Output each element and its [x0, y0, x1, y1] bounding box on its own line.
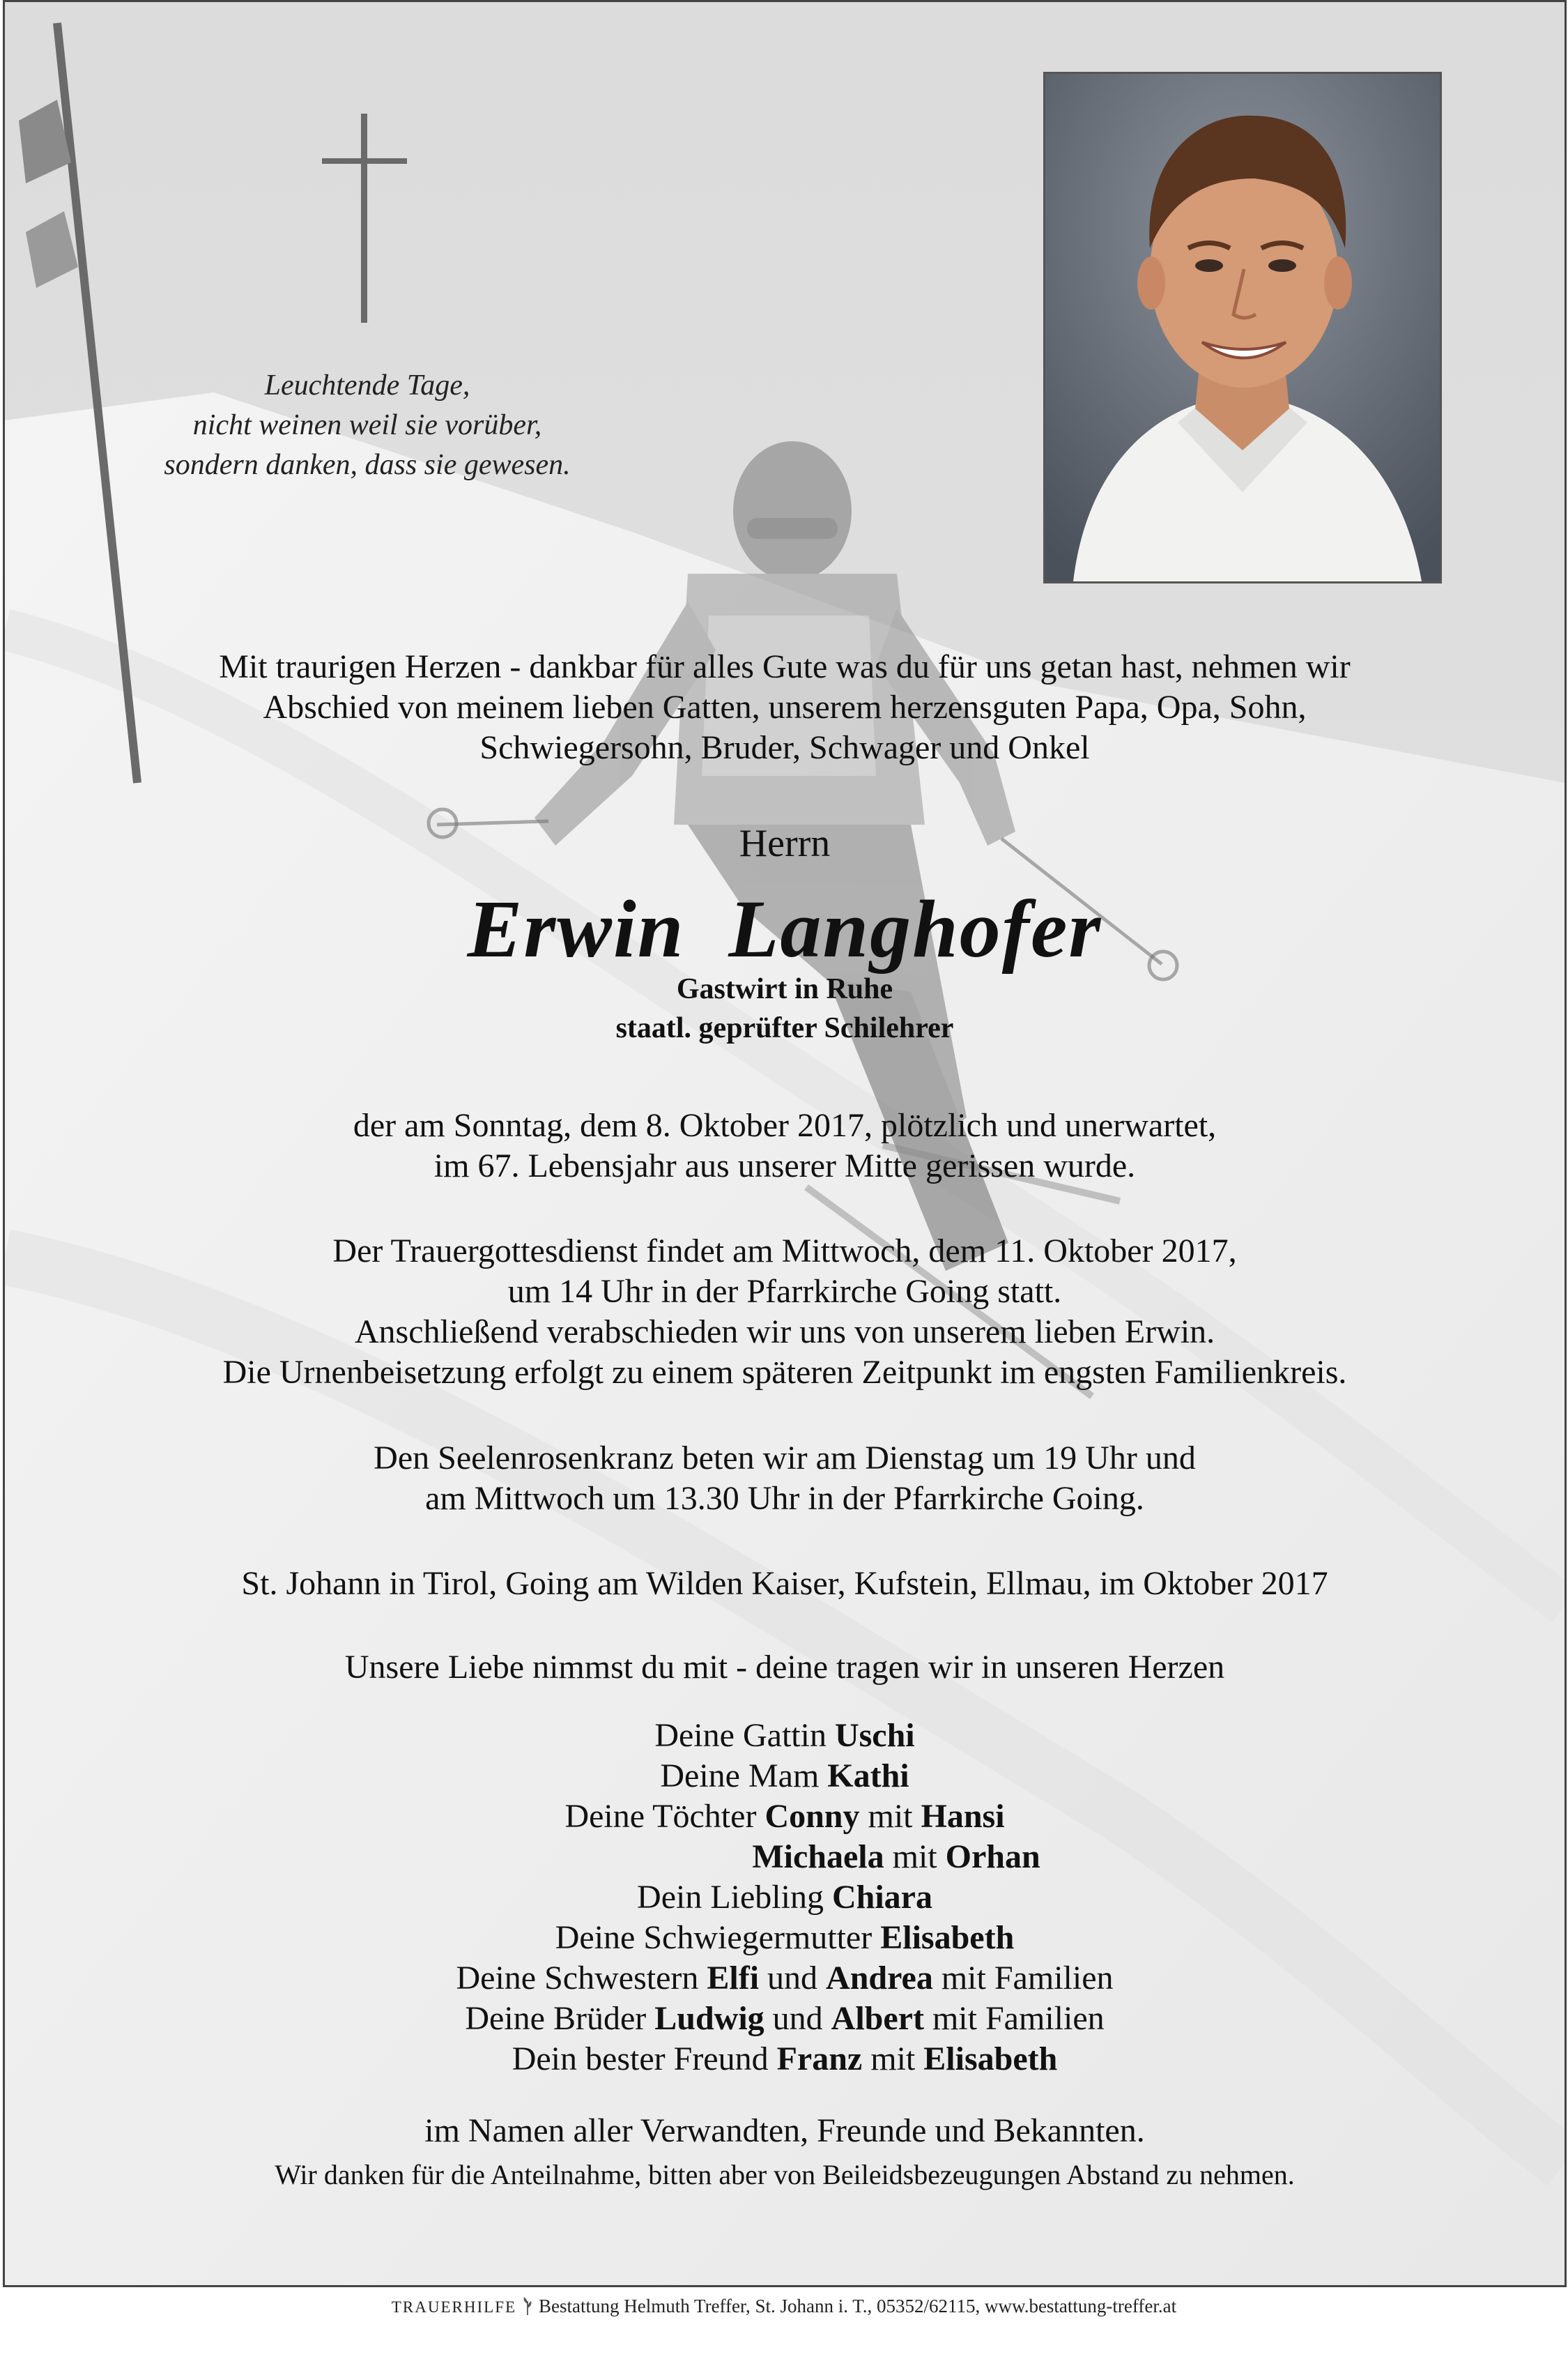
place-date	[5, 1564, 1565, 1604]
death-notice	[5, 1106, 1565, 1186]
rosary-info	[5, 1438, 1565, 1519]
funeral-home-footer	[0, 2296, 1568, 2317]
intro-line: Schwiegersohn, Bruder, Schwager und Onkel	[479, 729, 1090, 766]
death-notice-line: im 67. Lebensjahr aus unserer Mitte gerissen wurde.	[433, 1147, 1136, 1184]
thanks-note: Wir danken für die Anteilnahme, bitten aber von Beileidsbezeugungen Abstand zu nehmen.	[275, 2159, 1295, 2190]
mourner-row: Deine Brüder Ludwig und Albert mit Familien	[465, 2000, 1105, 2037]
memorial-quote	[89, 366, 646, 485]
deceased-name: Erwin Langhofer	[467, 883, 1102, 975]
mourner-name: Orhan	[945, 1838, 1040, 1875]
mourner-name: Hansi	[921, 1798, 1005, 1835]
motto	[5, 1647, 1565, 1688]
rosary-line: am Mittwoch um 13.30 Uhr in der Pfarrkirche Going.	[425, 1480, 1144, 1517]
mourner-row: Deine Schwestern Elfi und Andrea mit Familien	[456, 1960, 1114, 1997]
mourner-name: Kathi	[827, 1757, 909, 1794]
intro-line: Mit traurigen Herzen - dankbar für alles Gute was du für uns getan hast, nehmen wir	[219, 648, 1351, 685]
motto-line: Unsere Liebe nimmst du mit - deine tragen wir in unseren Herzen	[344, 1649, 1225, 1686]
quote-line: Leuchtende Tage,	[264, 369, 470, 402]
mourner-row: Deine Mam Kathi	[660, 1757, 909, 1794]
place-date-line: St. Johann in Tirol, Going am Wilden Kaiser, Kufstein, Ellmau, im Oktober 2017	[241, 1565, 1328, 1602]
funeral-home-logo: TRAUERHILFE	[391, 2298, 517, 2316]
service-line: Der Trauergottesdienst findet am Mittwoch, dem 11. Oktober 2017,	[332, 1232, 1237, 1269]
funeral-home-contact: Bestattung Helmuth Treffer, St. Johann i. T., 05352/62115, www.bestattung-treffer.at	[539, 2296, 1177, 2316]
intro-text	[5, 647, 1565, 768]
occupation	[5, 970, 1565, 1048]
cross-icon	[322, 114, 407, 323]
rosary-line: Den Seelenrosenkranz beten wir am Dienstag um 19 Uhr und	[374, 1440, 1196, 1476]
salutation: Herrn	[739, 822, 831, 865]
service-line: Die Urnenbeisetzung erfolgt zu einem späteren Zeitpunkt im engsten Familienkreis.	[222, 1354, 1347, 1391]
funeral-service-info	[5, 1231, 1565, 1393]
mourner-name: Andrea	[826, 1960, 933, 1997]
death-notice-line: der am Sonntag, dem 8. Oktober 2017, plötzlich und unerwartet,	[353, 1107, 1217, 1144]
on-behalf-line: im Namen aller Verwandten, Freunde und Bekannten.	[424, 2112, 1145, 2149]
mourner-name: Franz	[776, 2040, 863, 2077]
mourner-name: Michaela	[752, 1838, 884, 1875]
mourner-row: Dein bester Freund Franz mit Elisabeth	[512, 2040, 1058, 2077]
mourner-name: Conny	[764, 1798, 860, 1835]
mourner-name: Elisabeth	[880, 1919, 1015, 1956]
mourner-row: Deine Gattin Uschi	[654, 1717, 915, 1754]
mourner-name: Uschi	[834, 1717, 915, 1754]
occupation-line: Gastwirt in Ruhe	[676, 973, 893, 1005]
leaf-sprig-icon	[522, 2297, 533, 2315]
mourner-row: Michaela mit Orhan	[752, 1838, 1040, 1875]
intro-line: Abschied von meinem lieben Gatten, unserem herzensguten Papa, Opa, Sohn,	[263, 689, 1307, 726]
service-line: um 14 Uhr in der Pfarrkirche Going statt.	[507, 1273, 1062, 1310]
portrait-image	[1045, 74, 1440, 581]
mourner-name: Ludwig	[654, 2000, 764, 2037]
quote-line: nicht weinen weil sie vorüber,	[192, 409, 542, 441]
service-line: Anschließend verabschieden wir uns von unserem lieben Erwin.	[354, 1313, 1215, 1350]
obituary-card	[3, 0, 1567, 2287]
mourner-name: Elfi	[707, 1960, 760, 1997]
mourner-name: Elisabeth	[923, 2040, 1058, 2077]
occupation-line: staatl. geprüfter Schilehrer	[615, 1012, 954, 1044]
mourner-name: Chiara	[831, 1879, 932, 1916]
mourner-row: Dein Liebling Chiara	[637, 1879, 932, 1916]
mourner-name: Albert	[831, 2000, 924, 2037]
mourners-list	[5, 1716, 1565, 2079]
portrait-photo	[1043, 72, 1442, 583]
quote-line: sondern danken, dass sie gewesen.	[164, 449, 571, 481]
mourner-row: Deine Schwiegermutter Elisabeth	[555, 1919, 1015, 1956]
mourner-row: Deine Töchter Conny mit Hansi	[564, 1798, 1005, 1835]
